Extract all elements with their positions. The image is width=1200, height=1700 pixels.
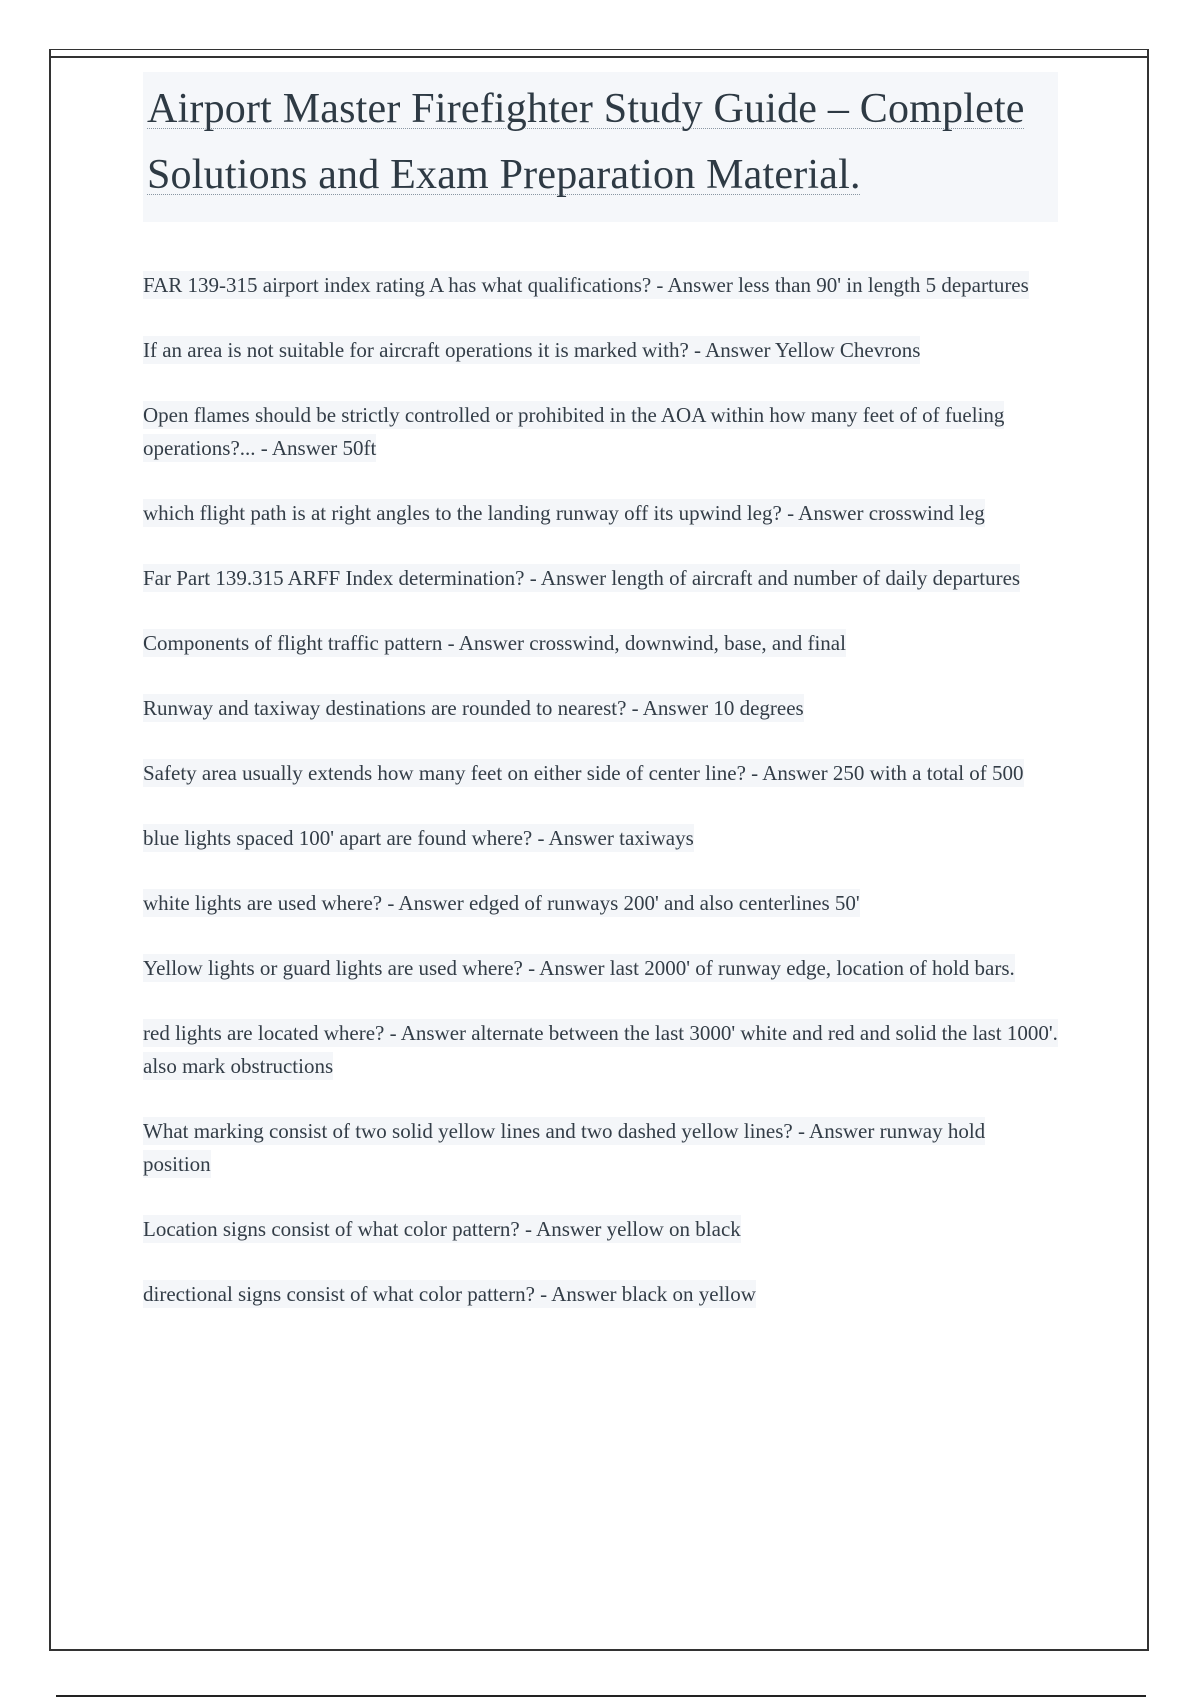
bottom-rule [56, 1695, 1146, 1697]
page-frame-top-rule [49, 56, 1149, 58]
qa-item-text: FAR 139-315 airport index rating A has what qualifications? - Answer less than 90' in length 5 departures [143, 273, 1029, 297]
qa-item-text: red lights are located where? - Answer alternate between the last 3000' white and red and solid the last 1000'. also mark obstructions [143, 1021, 1058, 1078]
qa-item [143, 952, 1058, 985]
qa-item-text: Components of flight traffic pattern - Answer crosswind, downwind, base, and final [143, 631, 846, 655]
title-block [143, 72, 1058, 222]
qa-list [143, 269, 1058, 1311]
qa-item-text: Runway and taxiway destinations are rounded to nearest? - Answer 10 degrees [143, 696, 804, 720]
qa-item-text: Location signs consist of what color pattern? - Answer yellow on black [143, 1217, 741, 1241]
qa-item-text: blue lights spaced 100' apart are found where? - Answer taxiways [143, 826, 694, 850]
qa-item [143, 822, 1058, 855]
qa-item-text: Yellow lights or guard lights are used where? - Answer last 2000' of runway edge, location of hold bars. [143, 956, 1015, 980]
qa-item [143, 887, 1058, 920]
qa-item-text: What marking consist of two solid yellow lines and two dashed yellow lines? - Answer runway hold position [143, 1119, 986, 1176]
qa-item-text: directional signs consist of what color pattern? - Answer black on yellow [143, 1282, 756, 1306]
qa-item-text: which flight path is at right angles to the landing runway off its upwind leg? - Answer crosswind leg [143, 501, 985, 525]
qa-item [143, 334, 1058, 367]
qa-item [143, 1213, 1058, 1246]
qa-item [143, 627, 1058, 660]
qa-item [143, 497, 1058, 530]
qa-item-text: Open flames should be strictly controlled or prohibited in the AOA within how many feet of of fueling operations?... - Answer 50ft [143, 403, 1005, 460]
document-title-text: Airport Master Firefighter Study Guide – Complete Solutions and Exam Preparation Material. [147, 86, 1025, 198]
qa-item [143, 692, 1058, 725]
qa-item [143, 562, 1058, 595]
qa-item-text: Far Part 139.315 ARFF Index determination? - Answer length of aircraft and number of daily departures [143, 566, 1021, 590]
qa-item [143, 1017, 1058, 1083]
qa-item-text: Safety area usually extends how many feet on either side of center line? - Answer 250 with a total of 500 [143, 761, 1024, 785]
qa-item [143, 757, 1058, 790]
qa-item [143, 269, 1058, 302]
qa-item [143, 1278, 1058, 1311]
document-content [143, 72, 1058, 1343]
qa-item-text: If an area is not suitable for aircraft operations it is marked with? - Answer Yellow Chevrons [143, 338, 921, 362]
qa-item-text: white lights are used where? - Answer edged of runways 200' and also centerlines 50' [143, 891, 860, 915]
document-title [147, 76, 1054, 208]
qa-item [143, 1115, 1058, 1181]
qa-item [143, 399, 1058, 465]
